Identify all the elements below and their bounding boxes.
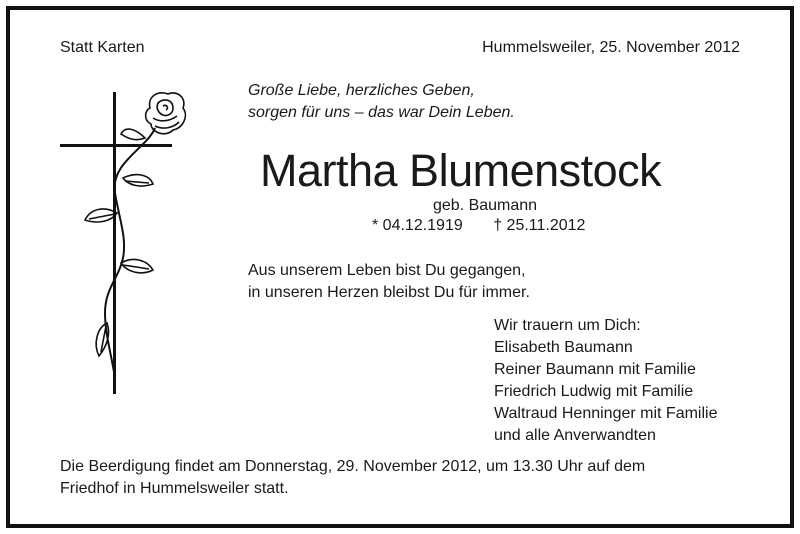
verse-line-2: in unseren Herzen bleibst Du für immer. bbox=[248, 284, 530, 301]
rose-flower bbox=[146, 93, 186, 134]
funeral-line-2: Friedhof in Hummelsweiler statt. bbox=[60, 480, 289, 497]
funeral-announcement bbox=[60, 456, 645, 500]
cross-with-rose-icon bbox=[55, 88, 205, 398]
header-place-date: Hummelsweiler, 25. November 2012 bbox=[482, 39, 740, 56]
mourner-name: Elisabeth Baumann bbox=[494, 339, 633, 356]
mourner-name: Waltraud Henninger mit Familie bbox=[494, 405, 718, 422]
maiden-name: geb. Baumann bbox=[433, 197, 538, 214]
quote-line-1: Große Liebe, herzliches Geben, bbox=[248, 82, 475, 99]
memorial-quote bbox=[248, 80, 515, 124]
mourner-name: Friedrich Ludwig mit Familie bbox=[494, 383, 694, 400]
death-date: † 25.11.2012 bbox=[493, 217, 586, 234]
mourner-name: und alle Anverwandten bbox=[494, 427, 656, 444]
deceased-name: Martha Blumenstock bbox=[260, 145, 662, 196]
life-dates bbox=[372, 217, 585, 235]
verse-line-1: Aus unserem Leben bist Du gegangen, bbox=[248, 262, 526, 279]
memorial-verse bbox=[248, 260, 530, 304]
rose-stem bbox=[105, 128, 155, 378]
rose-leaves bbox=[85, 129, 153, 356]
cross-post bbox=[113, 92, 116, 394]
birth-date: * 04.12.1919 bbox=[372, 217, 463, 234]
quote-line-2: sorgen für uns – das war Dein Leben. bbox=[248, 104, 515, 121]
mourners-list bbox=[494, 315, 717, 447]
funeral-line-1: Die Beerdigung findet am Donnerstag, 29. November 2012, um 13.30 Uhr auf dem bbox=[60, 458, 646, 475]
mourner-name: Reiner Baumann mit Familie bbox=[494, 361, 696, 378]
header-left-text: Statt Karten bbox=[60, 39, 145, 56]
mourners-intro: Wir trauern um Dich: bbox=[494, 317, 641, 334]
